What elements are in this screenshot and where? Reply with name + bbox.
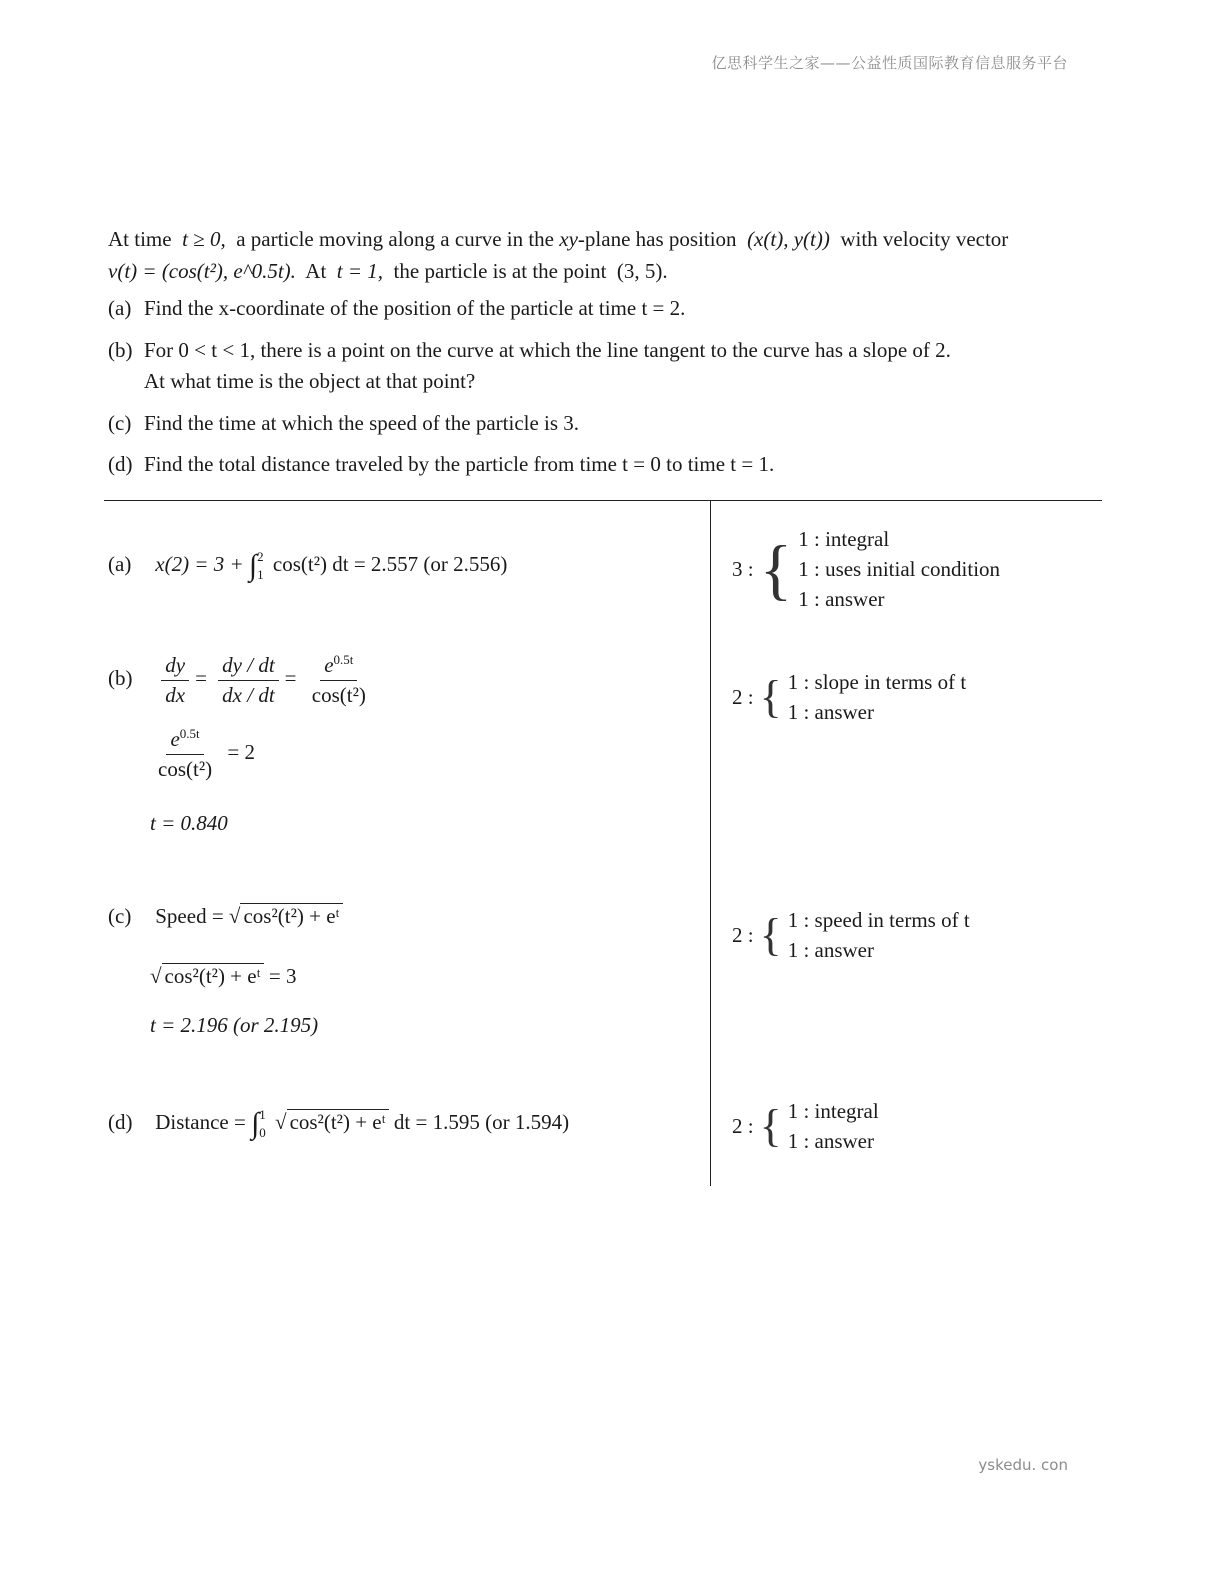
- header-watermark: 亿思科学生之家——公益性质国际教育信息服务平台: [711, 54, 1068, 72]
- integral-sign: ∫: [251, 1107, 260, 1141]
- part-b: (b) For 0 < t < 1, there is a point on the curve at which the line tangent to the curve has a slope of 2. At what time is the object at that point?: [108, 337, 951, 393]
- rubric-c: 2 : { 1 : speed in terms of t 1 : answer: [732, 908, 970, 962]
- rubric-b: 2 : { 1 : slope in terms of t 1 : answer: [732, 670, 967, 724]
- part-d: (d) Find the total distance traveled by the particle from time t = 0 to time t = 1.: [108, 452, 775, 476]
- solution-b-line1: (b) $\frac{dy}{dx}$ = $\frac{dy / dt}{dx / dt}$ = $\frac{e^{0.5t}}{\text{cos(t²)}}$: [108, 652, 366, 707]
- footer-watermark: yskedu. con: [978, 1456, 1068, 1474]
- solution-b-line2: $\frac{e^{0.5t}}{\text{cos(t²)}}$ = 2: [158, 726, 255, 781]
- solution-c-line2: √ cos²(t²) + eᵗ = 3: [150, 964, 297, 988]
- part-c: (c) Find the time at which the speed of the particle is 3.: [108, 410, 580, 435]
- rubric-a: 3 : { 1 : integral 1 : uses initial condition 1 : answer: [732, 527, 1001, 611]
- rubric-d: 2 : { 1 : integral 1 : answer: [732, 1099, 879, 1153]
- solution-c-answer: t = 2.196 (or 2.195): [150, 1013, 319, 1037]
- left-brace: {: [759, 909, 782, 960]
- solution-a: (a) x(2) = 3 + ∫ 2 1 cos(t²) dt = 2.557 (or 2.556): [108, 549, 508, 583]
- solution-b-answer: t = 0.840: [150, 811, 228, 835]
- problem-parts: [108, 293, 1108, 481]
- horizontal-divider: [104, 500, 1102, 501]
- left-brace: {: [759, 531, 793, 607]
- left-brace: {: [759, 671, 782, 722]
- vertical-divider: [710, 500, 711, 1186]
- problem-statement: [108, 224, 1108, 491]
- part-a: (a) Find the x-coordinate of the position of the particle at time t = 2.: [108, 296, 686, 320]
- integral-sign: ∫: [248, 549, 258, 583]
- left-brace: {: [759, 1100, 782, 1151]
- solution-d: (d) Distance = ∫ 1 0 √ cos²(t²) + eᵗ dt = 1.595 (or 1.594): [108, 1107, 570, 1141]
- problem-intro: At time t ≥ 0, a particle moving along a curve in the xy-plane has position (x(t), y(t)) with velocity vector v(t) = (cos(t²), e^0.5t). At t = 1, the particle is at the point (3, 5).: [108, 227, 1009, 283]
- solution-c-line1: (c) Speed = √ cos²(t²) + eᵗ: [108, 904, 343, 929]
